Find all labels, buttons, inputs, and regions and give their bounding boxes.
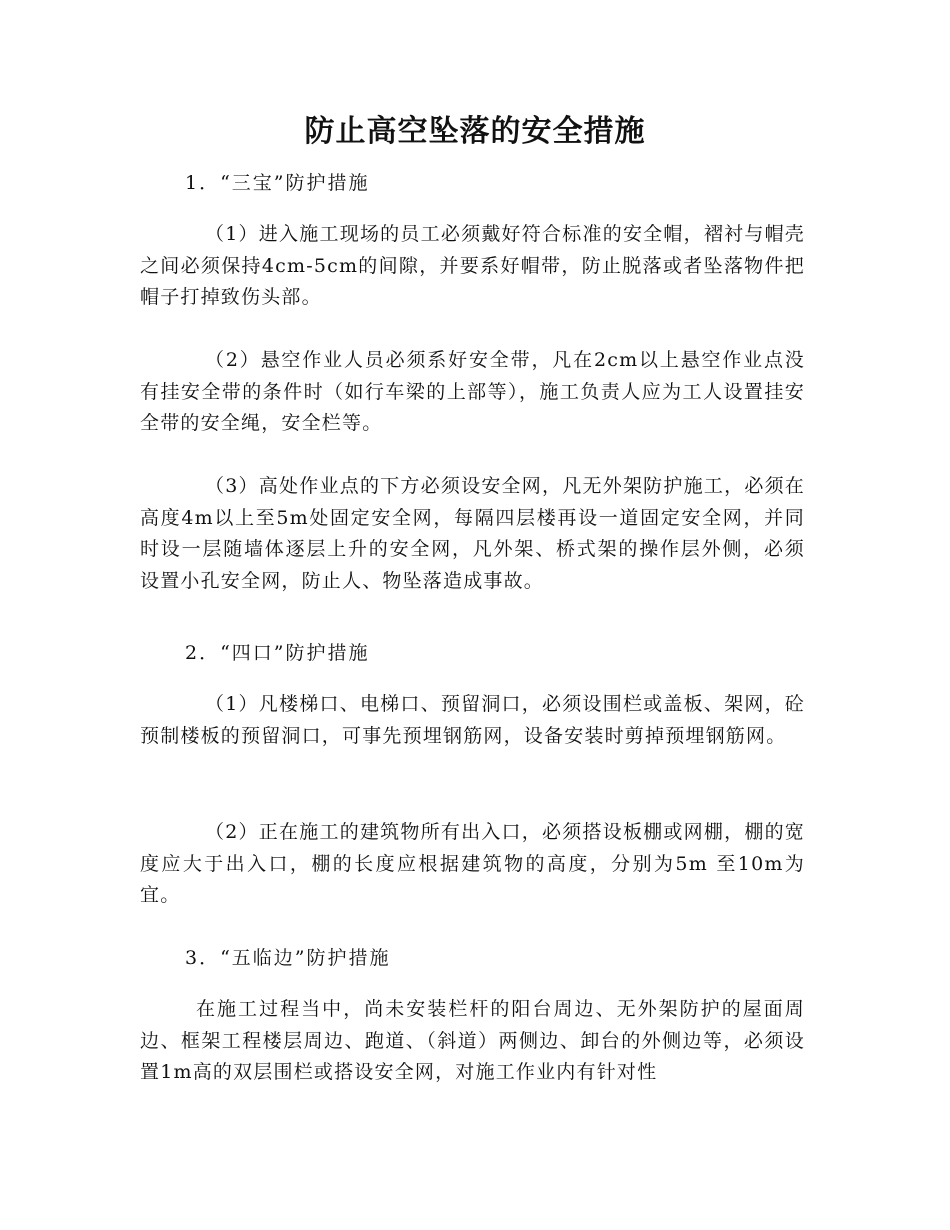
section-1-paragraph-3: （3）高处作业点的下方必须设安全网，凡无外架防护施工，必须在高度4m以上至5m处固定安全网，每隔四层楼再设一道固定安全网，并同时设一层随墙体逐层上升的安全网，凡外架、桥式架的操作层外侧，必须设置小孔安全网，防止人、物坠落造成事故。 (140, 475, 805, 592)
section-heading-2: 2．“四口”防护措施 (185, 642, 370, 664)
section-2-paragraph-1: （1）凡楼梯口、电梯口、预留洞口，必须设围栏或盖板、架网，砼预制楼板的预留洞口，可事先预埋钢筋网，设备安装时剪掉预埋钢筋网。 (140, 693, 805, 747)
section-1-paragraph-1: （1）进入施工现场的员工必须戴好符合标准的安全帽，褶衬与帽壳之间必须保持4cm-5cm的间隙，并要系好帽带，防止脱落或者坠落物件把帽子打掉致伤头部。 (140, 223, 805, 308)
section-1-paragraph-2: （2）悬空作业人员必须系好安全带，凡在2cm以上悬空作业点没有挂安全带的条件时（如行车梁的上部等），施工负责人应为工人设置挂安全带的安全绳，安全栏等。 (140, 349, 805, 434)
section-heading-1: 1．“三宝”防护措施 (185, 172, 370, 194)
section-3-paragraph-1: 在施工过程当中，尚未安装栏杆的阳台周边、无外架防护的屋面周边、框架工程楼层周边、跑道、（斜道）两侧边、卸台的外侧边等，必须设置1m高的双层围栏或搭设安全网，对施工作业内有针对性 (140, 998, 805, 1083)
section-2-paragraph-2: （2）正在施工的建筑物所有出入口，必须搭设板棚或网棚，棚的宽度应大于出入口，棚的长度应根据建筑物的高度，分别为5m 至10m为宜。 (140, 821, 805, 906)
document-title: 防止高空坠落的安全措施 (304, 114, 646, 149)
section-heading-3: 3．“五临边”防护措施 (185, 947, 391, 969)
